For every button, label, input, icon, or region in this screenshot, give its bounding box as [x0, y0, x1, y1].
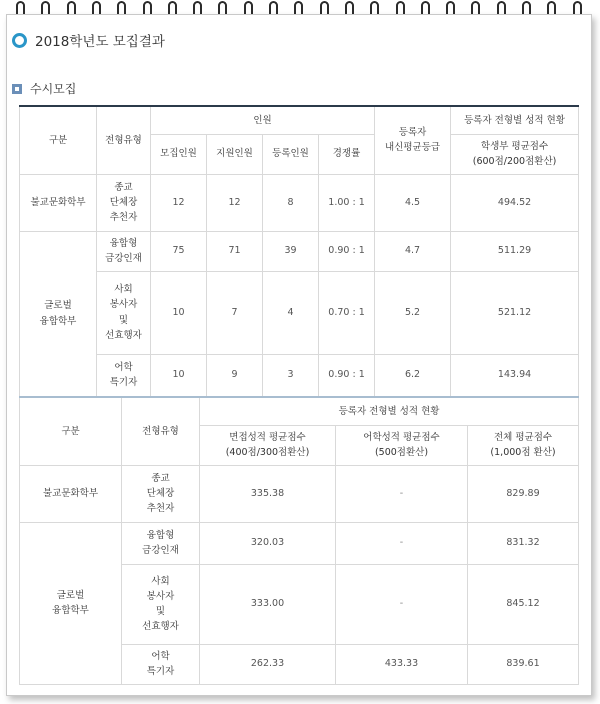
score-cell: 494.52: [451, 174, 579, 231]
page-title: [12, 30, 165, 50]
header-gubun: 구분: [20, 106, 97, 174]
interview-cell: 320.03: [200, 522, 336, 564]
header-jiwon: 지원인원: [207, 134, 263, 174]
header-interview: [200, 425, 336, 465]
mojib-cell: 75: [151, 231, 207, 271]
type-line: 사회: [151, 575, 170, 587]
type-line: 사회: [114, 284, 133, 296]
type-line: 추천자: [146, 503, 175, 515]
jiwon-cell: 12: [207, 174, 263, 231]
type-cell: [97, 174, 151, 231]
type-cell: [97, 231, 151, 271]
dept-cell: [20, 231, 97, 396]
results-table-1: [19, 105, 579, 397]
type-line: 단체장: [146, 487, 175, 499]
header-score-sub: [451, 134, 579, 174]
jiwon-cell: 9: [207, 354, 263, 396]
dept-line: 글로벌: [56, 589, 85, 601]
grade-cell: 4.7: [375, 231, 451, 271]
header-gubun: 구분: [20, 397, 122, 465]
page-title-text: 2018학년도 모집결과: [35, 34, 165, 50]
grade-cell: 6.2: [375, 354, 451, 396]
type-cell: [122, 564, 200, 644]
type-line: 융합형: [109, 237, 138, 249]
score-cell: 521.12: [451, 271, 579, 354]
lang-cell: -: [336, 522, 468, 564]
header-type: 전형유형: [122, 397, 200, 465]
table-row: [20, 465, 579, 522]
rate-cell: 0.90 : 1: [319, 354, 375, 396]
type-line: 특기자: [109, 377, 138, 388]
header-lang: [336, 425, 468, 465]
deungrok-cell: 3: [263, 354, 319, 396]
type-line: 융합형: [146, 529, 175, 541]
rate-cell: 1.00 : 1: [319, 174, 375, 231]
interview-cell: 335.38: [200, 465, 336, 522]
lang-cell: 433.33: [336, 644, 468, 684]
header-lang-line2: (500점환산): [374, 447, 429, 458]
header-inwon: 인원: [151, 106, 375, 134]
total-cell: 831.32: [468, 522, 579, 564]
header-score-sub-line2: (600점/200점환산): [472, 156, 557, 167]
rate-cell: 0.90 : 1: [319, 231, 375, 271]
type-line: 종교: [114, 181, 133, 193]
square-bullet-icon: [12, 84, 22, 94]
total-cell: 829.89: [468, 465, 579, 522]
score-cell: 143.94: [451, 354, 579, 396]
type-cell: [122, 465, 200, 522]
header-score-sub-line1: 학생부 평균점수: [480, 140, 549, 152]
header-mojib: 모집인원: [151, 134, 207, 174]
table-row: [20, 174, 579, 231]
type-line: 단체장: [109, 196, 138, 208]
header-lang-line1: 어학성적 평균점수: [363, 431, 440, 443]
results-table-2: [19, 396, 579, 685]
dept-cell: 불교문화학부: [20, 465, 122, 522]
mojib-cell: 10: [151, 354, 207, 396]
table-row: [20, 271, 579, 354]
score-cell: 511.29: [451, 231, 579, 271]
dept-cell: 불교문화학부: [20, 174, 97, 231]
circle-bullet-icon: [12, 33, 27, 48]
header-score-title: 등록자 전형별 성적 현황: [451, 106, 579, 134]
grade-cell: 5.2: [375, 271, 451, 354]
dept-line: 글로벌: [44, 300, 72, 312]
type-line: 및: [155, 606, 166, 617]
lang-cell: -: [336, 564, 468, 644]
header-grade-line1: 등록자: [398, 127, 427, 139]
type-line: 선효행자: [142, 621, 179, 633]
table-row: [20, 231, 579, 271]
jiwon-cell: 71: [207, 231, 263, 271]
jiwon-cell: 7: [207, 271, 263, 354]
total-cell: 839.61: [468, 644, 579, 684]
type-line: 어학: [114, 361, 133, 373]
header-total: [468, 425, 579, 465]
type-line: 추천자: [109, 212, 138, 224]
header-deungrok: 등록인원: [263, 134, 319, 174]
type-line: 및: [118, 314, 129, 326]
interview-cell: 333.00: [200, 564, 336, 644]
table-row: [20, 522, 579, 564]
type-line: 금강인재: [105, 253, 142, 264]
lang-cell: -: [336, 465, 468, 522]
type-line: 종교: [151, 472, 170, 484]
type-line: 봉사자: [109, 299, 138, 311]
header-grade: [375, 106, 451, 174]
type-line: 어학: [151, 650, 170, 662]
type-line: 금강인재: [142, 545, 179, 556]
deungrok-cell: 8: [263, 174, 319, 231]
header-type: 전형유형: [97, 106, 151, 174]
mojib-cell: 12: [151, 174, 207, 231]
dept-cell: [20, 522, 122, 684]
rate-cell: 0.70 : 1: [319, 271, 375, 354]
header-rate: 경쟁률: [319, 134, 375, 174]
dept-line: 융합학부: [39, 315, 77, 327]
type-line: 봉사자: [146, 590, 175, 602]
total-cell: 845.12: [468, 564, 579, 644]
section-heading-text: 수시모집: [30, 82, 77, 96]
type-cell: [97, 271, 151, 354]
deungrok-cell: 39: [263, 231, 319, 271]
header-total-line1: 전체 평균점수: [493, 431, 553, 443]
header-grade-line2: 내신평균등급: [385, 142, 441, 154]
table-row: [20, 354, 579, 396]
dept-line: 융합학부: [52, 605, 89, 616]
interview-cell: 262.33: [200, 644, 336, 684]
header-interview-line2: (400점/300점환산): [225, 447, 310, 458]
type-line: 선효행자: [105, 329, 142, 341]
type-line: 특기자: [146, 666, 175, 677]
type-cell: [122, 522, 200, 564]
header-interview-line1: 면접성적 평균점수: [229, 431, 306, 443]
section-heading: [12, 80, 76, 97]
mojib-cell: 10: [151, 271, 207, 354]
header-score-title: 등록자 전형별 성적 현황: [200, 397, 579, 425]
grade-cell: 4.5: [375, 174, 451, 231]
type-cell: [97, 354, 151, 396]
deungrok-cell: 4: [263, 271, 319, 354]
header-total-line2: (1,000점 환산): [490, 447, 556, 458]
type-cell: [122, 644, 200, 684]
